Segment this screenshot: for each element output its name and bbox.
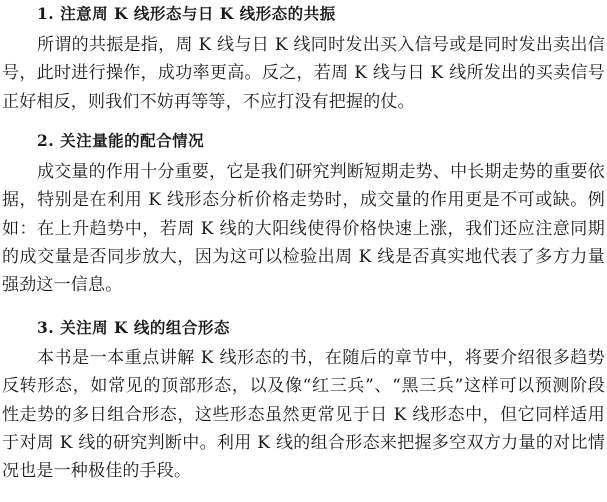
section-heading-1: 1. 注意周 K 线形态与日 K 线形态的共振 [37, 4, 336, 23]
section-paragraph-3: 本书是一本重点讲解 K 线形态的书，在随后的章节中，将要介绍很多趋势反转形态，如常见的顶部形态，以及像“红三兵”、“黑三兵”这样可以预测阶段性走势的多日组合形态，这些形态虽然更常见于日 K 线形态中，但它同样适用于对周 K 线的研究判断中。利用 K 线的组合形态来把握多空双方力量的对比情况也是一种极佳的手段。 [2, 348, 605, 482]
section-paragraph-2: 成交量的作用十分重要，它是我们研究判断短期走势、中长期走势的重要依据，特别是在利用 K 线形态分析价格走势时，成交量的作用更是不可或缺。例如：在上升趋势中，若周 K 线的大阳线使得价格快速上涨，我们还应注意同期的成交量是否同步放大，因为这可以检验出周 K 线是否真实地代表了多方力量强劲这一信息。 [2, 162, 605, 296]
section-heading-2: 2. 关注量能的配合情况 [37, 131, 205, 150]
section-heading-3: 3. 关注周 K 线的组合形态 [37, 318, 230, 337]
section-paragraph-1: 所谓的共振是指，周 K 线与日 K 线同时发出买入信号或是同时发出卖出信号，此时进行操作，成功率更高。反之，若周 K 线与日 K 线所发出的买卖信号正好相反，则我们不妨再等等，不应打没有把握的仗。 [2, 35, 605, 112]
